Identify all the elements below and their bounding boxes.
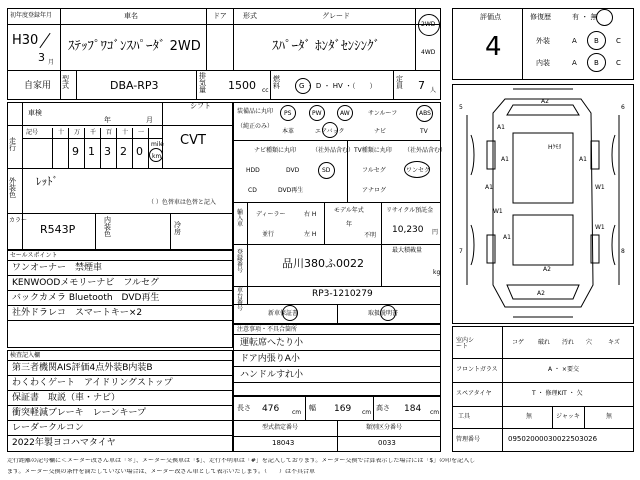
record-label: 記号: [26, 129, 39, 136]
length-unit: cm: [292, 409, 302, 416]
left-hand-label: 左 H: [304, 231, 317, 238]
caution-line: ハンドルすれ小: [240, 370, 304, 380]
doors-label: ドア: [213, 12, 227, 20]
car-name-label: 車名: [124, 12, 138, 20]
equip-pw: PW: [312, 110, 322, 117]
caution-line: ドア内張りA小: [240, 354, 300, 364]
dealer-label: ディーラー: [256, 211, 286, 218]
mileage-digit: 0: [136, 145, 143, 158]
grade-label: グレード: [322, 12, 350, 20]
bracket-label: 5: [459, 104, 463, 111]
digit-label-ten: 十: [122, 129, 129, 136]
exterior-label: 外装: [536, 37, 550, 45]
chassis-value: RP3-1210279: [312, 289, 373, 299]
car-grade: ｽﾊﾟｰﾀﾞ ﾎﾝﾀﾞｾﾝｼﾝｸﾞ: [272, 39, 381, 54]
shift-label: シフト: [190, 102, 211, 110]
reg-month: 3: [38, 51, 45, 64]
inspector-note-line: レーダークルコン: [12, 423, 84, 433]
exterior-c: C: [616, 37, 621, 45]
digit-label-hundred: 百: [106, 129, 113, 136]
bracket-label: 7: [459, 248, 463, 255]
damage-mark: A1: [497, 124, 505, 131]
sales-point-line: KENWOODメモリーナビ フルセグ: [12, 278, 159, 288]
damage-mark: W1: [595, 184, 605, 191]
inspector-note-line: 第三者機関AIS評価4点外装B内装B: [12, 363, 153, 373]
recycle-amount: 10,230: [392, 225, 424, 235]
overall-score: 4: [485, 32, 502, 62]
repair-options: 有 ・ 無: [572, 13, 598, 21]
model-year-year: 年: [346, 221, 353, 228]
mgmt-label: 管理番号: [456, 436, 481, 443]
nav-hdd: HDD: [246, 167, 260, 174]
model-type-label: 形式: [243, 12, 257, 20]
mileage-unit-alt: mile: [151, 141, 164, 148]
plate-label: 登録番号: [237, 249, 244, 274]
interior-c: C: [616, 59, 621, 67]
jack-value: 無: [606, 413, 613, 420]
inspector-note-line: 衝突軽減ブレーキ レーンキープ: [12, 408, 147, 418]
nav-sd: SD: [322, 167, 331, 174]
interior-a: A: [572, 59, 577, 67]
displacement: 1500: [228, 79, 256, 92]
digit-label-ten-thousand: 万: [74, 129, 81, 136]
damage-mark: A2: [543, 266, 551, 273]
damage-mark: A2: [537, 290, 545, 297]
mileage-km-circle: [149, 148, 163, 162]
inspector-note-line: わくわくゲート アイドリングストップ: [12, 378, 173, 388]
equip-aw: AW: [340, 110, 350, 117]
repair-none-circle: [596, 9, 613, 26]
tools-label: 工具: [458, 413, 471, 420]
type-no-value: 18043: [272, 439, 295, 447]
tv-analog: アナログ: [362, 187, 387, 194]
nav-dvd: DVD: [286, 167, 300, 174]
mgmt-value: 09502000030022503026: [508, 435, 598, 443]
equipment-subtitle: （純正のみ）: [237, 123, 274, 130]
tv-sub: （社外品含む）: [404, 147, 447, 154]
recycle-unit: 円: [432, 229, 439, 236]
color-note: （ ）色替車は色替と記入: [148, 199, 216, 206]
damage-mark: A1: [501, 156, 509, 163]
sales-point-line: バックカメラ Bluetooth DVD再生: [12, 293, 160, 303]
damage-mark: Hｸﾓﾘ: [548, 144, 562, 151]
max-load-label: 最大積載量: [392, 247, 423, 254]
width-unit: cm: [362, 409, 372, 416]
equip-leather: 本革: [282, 128, 295, 135]
right-hand-label: 右 H: [304, 211, 317, 218]
car-diagram: [452, 84, 634, 324]
exterior-color-label: 外装色: [9, 177, 16, 199]
equip-ps: PS: [284, 110, 292, 117]
interior-color-label: 内装色: [104, 216, 111, 238]
first-reg-label: 初年度登録年月: [10, 12, 53, 19]
front-glass-value: A ・ ×要交: [548, 366, 579, 373]
drive-2wd: 2WD: [421, 21, 436, 28]
capacity-label: 定員: [396, 75, 403, 90]
equip-sunroof: サンルーフ: [368, 110, 398, 117]
recycle-label: リサイクル預託金: [386, 207, 434, 214]
max-load-unit: kg: [433, 269, 441, 276]
inspector-notes-title: 検査記入欄: [10, 352, 41, 359]
model-year-label: モデル年式: [334, 207, 364, 214]
footer-line-2: ます。メーター交換の条件を満たしていない場合は、メーター改ざん車として表示いたします。（ ）は不具合車: [7, 469, 316, 475]
model-code-label: 型式: [62, 75, 69, 90]
damage-mark: A1: [579, 156, 587, 163]
length-label: 長さ: [237, 404, 251, 412]
airbag-circle: [322, 122, 338, 138]
capacity-unit: 人: [430, 87, 437, 94]
mileage-digit: 2: [120, 145, 127, 158]
sales-point-line: ワンオーナー 禁煙車: [12, 263, 103, 273]
shaken-year-label: 年: [104, 116, 111, 124]
mileage-label: 走行: [9, 137, 16, 152]
car-outline-svg: [453, 85, 633, 323]
interior-label: 内装: [536, 59, 550, 67]
nav-cd: CD: [248, 187, 257, 194]
score-label: 評価点: [480, 13, 501, 21]
digit-label-thousand: 千: [90, 129, 97, 136]
nav-title: ナビ種類に丸印: [254, 147, 297, 154]
height-label: 高さ: [376, 404, 390, 412]
nav-sub: （社外品含む）: [312, 147, 355, 154]
drive-4wd: 4WD: [421, 49, 436, 56]
color-value: ﾚｯﾄﾞ: [36, 175, 58, 188]
mileage-unit: km: [152, 153, 162, 160]
damage-mark: A1: [485, 184, 493, 191]
displacement-label: 排気量: [199, 72, 206, 94]
exterior-b: B: [594, 37, 599, 45]
tv-title: TV種類に丸印: [354, 147, 392, 154]
damage-mark: W1: [493, 208, 503, 215]
equip-navi: ナビ: [374, 128, 387, 135]
shaken-label: 車検: [28, 109, 42, 117]
plate-value: 品川380ふ0022: [282, 257, 364, 270]
fuel-options: G ・ D ・ HV ・（ ）: [299, 82, 377, 90]
tv-oneseg: ワンセグ: [406, 167, 431, 174]
model-code: DBA-RP3: [110, 79, 159, 92]
model-year-unknown: 不明: [364, 232, 377, 239]
cold-label: 冷房: [174, 221, 181, 236]
tools-value: 無: [526, 413, 533, 420]
seat-item: 汚れ: [562, 339, 575, 346]
reg-month-unit: 月: [48, 59, 55, 66]
mileage-digit: 1: [88, 145, 95, 158]
length-value: 476: [262, 404, 280, 414]
digit-label-one: 一: [138, 129, 145, 136]
damage-mark: W1: [595, 224, 605, 231]
sales-point-line: 社外ドラレコ スマートキー×2: [12, 308, 143, 318]
chassis-label: 車台番号: [237, 287, 244, 312]
footer-line-1: 走行距離の記号欄に＜メーター改ざん車は「＊」、メーター交換車は「$」、走行不明車は「#」を記入しております。メーター交換で合算表示した場合には「$」の印を記入し: [7, 458, 476, 464]
repair-label: 修復歴: [530, 13, 551, 21]
equip-abs: ABS: [419, 110, 431, 117]
capacity: 7: [418, 79, 425, 92]
seat-item: キズ: [608, 339, 620, 346]
mileage-digit: 9: [72, 145, 79, 158]
shaken-month-label: 月: [146, 116, 153, 124]
shift-value: CVT: [180, 133, 206, 148]
displacement-unit: cc: [262, 87, 269, 94]
front-glass-label: フロントガラス: [456, 366, 498, 373]
sales-points-title: セールスポイント: [10, 252, 58, 259]
tv-fullseg: フルセグ: [362, 167, 386, 174]
equipment-title: 装備品に丸印: [237, 108, 274, 115]
color-code: R543P: [40, 223, 76, 236]
interior-b-circle: [587, 53, 606, 72]
nav-dvd-play: DVD再生: [278, 187, 304, 194]
bracket-label: 8: [621, 248, 625, 255]
mileage-digit: 3: [104, 145, 111, 158]
seat-item: コゲ: [512, 339, 525, 346]
height-value: 184: [404, 404, 422, 414]
fuel-label: 燃料: [273, 75, 280, 90]
bracket-label: 6: [621, 104, 625, 111]
caution-line: 運転席へたり小: [240, 338, 304, 348]
jack-label: ジャッキ: [556, 413, 580, 420]
width-label: 幅: [309, 404, 316, 412]
category-no-value: 0033: [378, 439, 396, 447]
warranty-label: 新車保証書: [268, 310, 299, 317]
era-year: H30: [12, 33, 39, 48]
color-code-label: カラー: [9, 217, 28, 224]
interior-b: B: [594, 59, 599, 67]
height-unit: cm: [430, 409, 440, 416]
parallel-label: 並行: [262, 231, 275, 238]
seat-item: 穴: [586, 339, 593, 346]
import-label: 輸入車: [237, 209, 244, 228]
equip-tv: TV: [420, 128, 428, 135]
spare-tire-value: T ・ 修理KIT ・ 欠: [532, 390, 583, 397]
spare-tire-label: スペアタイヤ: [456, 390, 492, 397]
equip-airbag: エアバック: [315, 128, 345, 135]
seat-item: 破れ: [538, 339, 551, 346]
damage-mark: A1: [503, 234, 511, 241]
interior-seat-label: 室内シート: [456, 337, 475, 350]
exterior-b-circle: [587, 31, 606, 50]
type-no-label: 型式指定番号: [262, 424, 299, 431]
car-name: ｽﾃｯﾌﾟﾜｺﾞﾝｽﾊﾟｰﾀﾞ 2WD: [68, 39, 201, 54]
caution-title: 注意事項・不具合箇所: [237, 326, 298, 333]
category-no-label: 類別区分番号: [366, 424, 403, 431]
damage-mark: A2: [541, 98, 549, 105]
use-type: 自家用: [24, 81, 52, 91]
inspector-note-line: 2022年製ヨコハマタイヤ: [12, 438, 116, 448]
width-value: 169: [334, 404, 352, 414]
manual-label: 取扱説明書: [368, 310, 399, 317]
exterior-a: A: [572, 37, 577, 45]
digit-label-ten-thousand-ten: 十: [58, 129, 65, 136]
inspector-note-line: 保証書 取説（車・ナビ）: [12, 393, 121, 403]
